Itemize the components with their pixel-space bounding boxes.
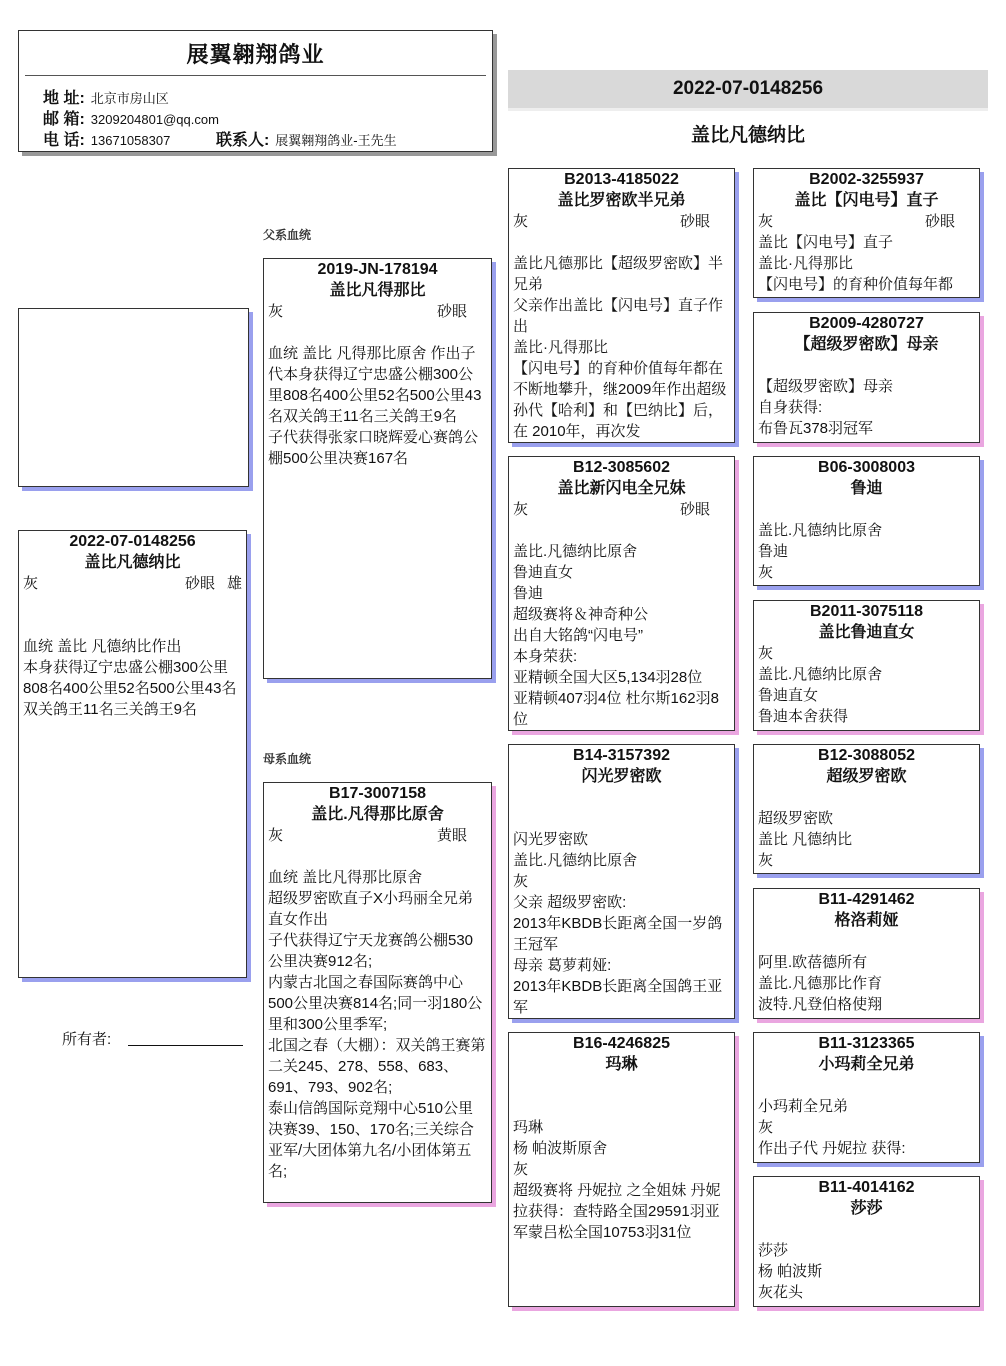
- pedigree-box-ssd[interactable]: [753, 312, 980, 443]
- eye-type: 砂眼: [679, 213, 710, 230]
- phone-label: 电 话:: [43, 132, 85, 149]
- pigeon-name: 超级罗密欧: [826, 768, 907, 785]
- note-line: 泰山信鸽国际竞翔中心510公里决赛39、150、170名;三关综合亚军/大团体第九名/小团体第五名;: [268, 1100, 474, 1180]
- phone-value: 13671058307: [90, 133, 171, 148]
- note-line: 【闪电号】的育种价值每年都在不断地攀升，继2009年作出超级孙代【哈利】和【巴纳比】后，在 2010年，再次发: [513, 360, 727, 440]
- note-line: 鲁迪本舍获得: [758, 708, 849, 725]
- pedigree-box-sire[interactable]: [263, 258, 492, 679]
- note-line: 杨 帕波斯原舍: [513, 1140, 608, 1157]
- note-line: 作出子代 丹妮拉 获得:: [758, 1140, 906, 1157]
- pedigree-box-ss[interactable]: [508, 168, 735, 443]
- note-line: 阿里.欧蓓德所有: [758, 954, 868, 971]
- note-line: [758, 355, 975, 376]
- note-line: 超级罗密欧直子X小玛丽全兄弟直女作出: [268, 890, 474, 928]
- note-line: 血统 盖比凡得那比原舍: [268, 869, 423, 886]
- note-line: [23, 594, 242, 615]
- note-line: 灰: [758, 852, 774, 869]
- note-line: [268, 846, 487, 867]
- note-line: 闪光罗密欧: [513, 831, 589, 848]
- note-line: 灰: [513, 1161, 529, 1178]
- note-line: 血统 盖比 凡德纳比作出: [23, 638, 182, 655]
- color-eye-row: [23, 573, 242, 594]
- pigeon-name: 盖比.凡得那比原舍: [311, 806, 444, 823]
- note-line: [758, 931, 975, 952]
- note-line: 盖比.凡德纳比原舍: [513, 852, 638, 869]
- note-line: [758, 787, 975, 808]
- owner-signature-line[interactable]: [128, 1045, 243, 1046]
- email-label: 邮 箱:: [43, 111, 85, 128]
- feather-color: 灰: [23, 575, 39, 592]
- address-value: 北京市房山区: [90, 91, 169, 106]
- note-line: 北国之春（大棚）：双关鸽王赛第二关245、278、558、683、691、793、902名;: [268, 1037, 486, 1096]
- email-row: [43, 106, 219, 129]
- note-line: 【超级罗密欧】母亲: [758, 378, 894, 395]
- note-line: 盖比【闪电号】直子: [758, 234, 894, 251]
- note-line: 玛琳: [513, 1119, 544, 1136]
- pedigree-box-dds[interactable]: [753, 1032, 980, 1163]
- note-line: 2013年KBDB长距离全国一岁鸽王冠军: [513, 915, 723, 953]
- eye-type: 砂眼: [184, 575, 215, 592]
- note-line: [513, 1096, 730, 1117]
- dam-section-label: 母系血统: [263, 752, 312, 766]
- note-line: [758, 1075, 975, 1096]
- color-eye-row: [758, 211, 975, 232]
- loft-header: [18, 30, 493, 152]
- feather-color: 灰: [513, 213, 529, 230]
- sex: 雄: [226, 575, 242, 592]
- ring-number: B11-3123365: [818, 1035, 915, 1052]
- color-eye-row: [513, 211, 730, 232]
- pedigree-box-sds[interactable]: [753, 456, 980, 586]
- note-line: [23, 615, 242, 636]
- note-line: 鲁迪直女: [513, 564, 574, 581]
- note-line: [268, 322, 487, 343]
- note-line: 灰: [758, 1119, 774, 1136]
- eye-type: 砂眼: [679, 501, 710, 518]
- main-ring-number: 2022-07-0148256: [508, 70, 988, 111]
- sire-section-label: 父系血统: [263, 228, 312, 242]
- feather-color: 灰: [758, 213, 774, 230]
- note-line: 盖比·凡得那比: [513, 339, 608, 356]
- note-line: 【闪电号】的育种价值每年都: [758, 276, 954, 293]
- note-line: 超级赛将＆神奇种公: [513, 606, 649, 623]
- note-line: [513, 232, 730, 253]
- ring-number: B14-3157392: [573, 747, 670, 764]
- note-line: 莎莎: [758, 1242, 789, 1259]
- ring-number: B2013-4185022: [564, 171, 679, 188]
- ring-number: B12-3088052: [818, 747, 915, 764]
- address-label: 地 址:: [43, 90, 85, 107]
- pigeon-name: 【超级罗密欧】母亲: [794, 336, 939, 353]
- note-line: 超级罗密欧: [758, 810, 834, 827]
- note-line: 血统 盖比 凡得那比原舍 作出子代本身获得辽宁忠盛公棚300公里808名400公里52名500公里43名双关鸽王11名三关鸽王9名: [268, 345, 482, 425]
- note-line: 超级赛将 丹妮拉 之全姐妹 丹妮拉获得：查特路全国29591羽亚军蒙吕松全国10753羽31位: [513, 1182, 721, 1241]
- note-line: 子代获得张家口晓辉爱心赛鸽公棚500公里决赛167名: [268, 429, 479, 467]
- ring-number: B11-4291462: [818, 891, 915, 908]
- note-line: [758, 1219, 975, 1240]
- note-line: 小玛莉全兄弟: [758, 1098, 849, 1115]
- note-line: [513, 1075, 730, 1096]
- pedigree-box-dsd[interactable]: [753, 888, 980, 1019]
- color-eye-row: [268, 301, 487, 322]
- note-line: 盖比.凡德纳比原舍: [513, 543, 638, 560]
- note-line: 波特.凡登伯格使翔: [758, 996, 883, 1013]
- main-pigeon-name: 盖比凡德纳比: [690, 125, 805, 146]
- note-line: [513, 808, 730, 829]
- eye-type: 黄眼: [436, 827, 467, 844]
- note-line: 父亲 超级罗密欧:: [513, 894, 627, 911]
- pigeon-name: 鲁迪: [850, 480, 883, 497]
- email-value: 3209204801@qq.com: [90, 112, 219, 127]
- note-line: 盖比 凡德纳比: [758, 831, 853, 848]
- divider: [25, 75, 486, 76]
- pigeon-name: 闪光罗密欧: [581, 768, 662, 785]
- note-line: 盖比.凡德纳比原舍: [758, 522, 883, 539]
- ring-number: B2002-3255937: [809, 171, 924, 188]
- pedigree-box-sdd[interactable]: [753, 600, 980, 731]
- ring-number: B16-4246825: [573, 1035, 670, 1052]
- pigeon-name: 盖比凡得那比: [329, 282, 426, 299]
- ring-number: B06-3008003: [818, 459, 915, 476]
- eye-type: 砂眼: [924, 213, 955, 230]
- ring-number: 2022-07-0148256: [69, 533, 196, 550]
- pedigree-box-dss[interactable]: [753, 744, 980, 874]
- note-line: 内蒙古北国之春国际赛鸽中心500公里决赛814名;同一羽180公里和300公里季军;: [268, 974, 483, 1033]
- ring-number: B2009-4280727: [809, 315, 924, 332]
- note-line: 本身荣获:: [513, 648, 578, 665]
- note-line: 灰花头: [758, 1284, 804, 1301]
- ring-number: B2011-3075118: [810, 603, 923, 620]
- loft-title: 展翼翱翔鸽业: [186, 42, 325, 67]
- note-line: [513, 520, 730, 541]
- note-line: 杨 帕波斯: [758, 1263, 823, 1280]
- pigeon-name: 盖比凡德纳比: [84, 554, 181, 571]
- note-line: 盖比·凡得那比: [758, 255, 853, 272]
- eye-type: 砂眼: [436, 303, 467, 320]
- ring-number: 2019-JN-178194: [317, 261, 438, 278]
- pedigree-box-sd[interactable]: [508, 456, 735, 731]
- note-line: 本身获得辽宁忠盛公棚300公里808名400公里52名500公里43名双关鸽王11名三关鸽王9名: [23, 659, 237, 718]
- contact-label: 联系人:: [215, 132, 270, 149]
- note-line: 2013年KBDB长距离全国鸽王亚军: [513, 978, 723, 1016]
- note-line: 布鲁瓦378羽冠军: [758, 420, 874, 437]
- ring-number: B11-4014162: [818, 1179, 915, 1196]
- note-line: 子代获得辽宁天龙赛鸽公棚530公里决赛912名;: [268, 932, 474, 970]
- pedigree-box-dd[interactable]: [508, 1032, 735, 1307]
- note-line: 亚精顿407羽4位 杜尔斯162羽8位: [513, 690, 719, 728]
- note-line: 鲁迪: [513, 585, 544, 602]
- note-line: [758, 499, 975, 520]
- note-line: [513, 787, 730, 808]
- note-line: 灰: [758, 564, 774, 581]
- pedigree-box-dam[interactable]: [263, 782, 492, 1203]
- pigeon-name: 盖比鲁迪直女: [818, 624, 915, 641]
- note-line: 母亲 葛萝莉娅:: [513, 957, 612, 974]
- note-line: 父亲作出盖比【闪电号】直子作出: [513, 297, 724, 335]
- contact-value: 展翼翱翔鸽业-王先生: [275, 133, 397, 148]
- note-line: 亚精顿全国大区5,134羽28位: [513, 669, 703, 686]
- pedigree-box-sss[interactable]: [753, 168, 980, 298]
- note-line: 鲁迪直女: [758, 687, 819, 704]
- note-line: 出自大铭鸽“闪电号”: [513, 627, 643, 644]
- ring-number: B17-3007158: [329, 785, 426, 802]
- pigeon-name: 盖比【闪电号】直子: [794, 192, 939, 209]
- note-line: 自身获得:: [758, 399, 823, 416]
- phone-row: [43, 127, 397, 150]
- pedigree-box-ddd[interactable]: [753, 1176, 980, 1307]
- note-line: 盖比.凡德那比作育: [758, 975, 883, 992]
- ring-number: B12-3085602: [573, 459, 670, 476]
- color-eye-row: [513, 499, 730, 520]
- note-line: 盖比凡德那比【超级罗密欧】半兄弟: [513, 255, 724, 293]
- pedigree-box-ds[interactable]: [508, 744, 735, 1019]
- photo-frame: [18, 308, 249, 487]
- address-row: [43, 85, 169, 108]
- feather-color: 灰: [268, 303, 284, 320]
- owner-label: 所有者:: [62, 1031, 112, 1048]
- pigeon-name: 盖比新闪电全兄妹: [557, 480, 686, 497]
- pigeon-name: 小玛莉全兄弟: [818, 1056, 915, 1073]
- pigeon-name: 玛琳: [605, 1056, 638, 1073]
- feather-color: 灰: [513, 501, 529, 518]
- note-line: 鲁迪: [758, 543, 789, 560]
- note-line: 灰: [513, 873, 529, 890]
- note-line: 盖比.凡德纳比原舍: [758, 666, 883, 683]
- pigeon-name: 盖比罗密欧半兄弟: [557, 192, 686, 209]
- note-line: 灰: [758, 645, 774, 662]
- feather-color: 灰: [268, 827, 284, 844]
- pedigree-box-subject[interactable]: [18, 530, 247, 978]
- color-eye-row: [268, 825, 487, 846]
- pigeon-name: 格洛莉娅: [834, 912, 899, 929]
- pigeon-name: 莎莎: [850, 1200, 883, 1217]
